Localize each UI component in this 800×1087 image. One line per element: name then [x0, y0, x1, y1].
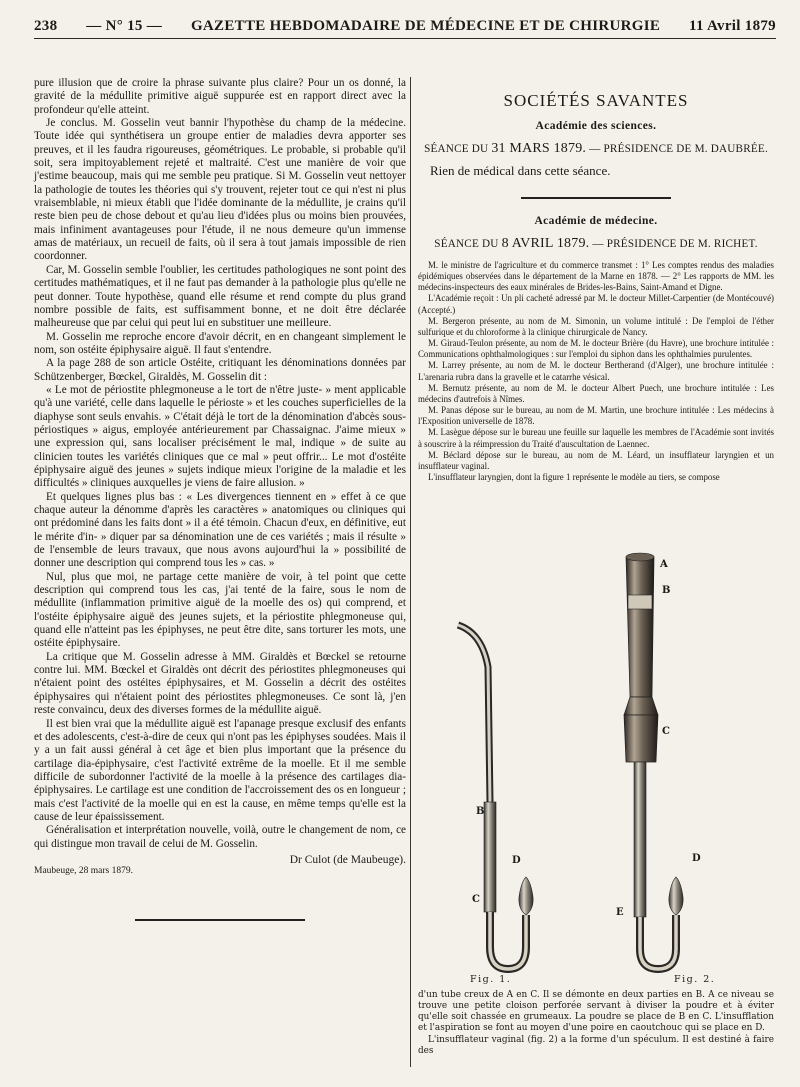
minutes-body	[418, 260, 774, 483]
end-rule	[135, 919, 305, 921]
fig1-label-d: D	[512, 855, 521, 866]
seance-text: Rien de médical dans cette séance.	[430, 163, 611, 178]
seance-prefix: SÉANCE DU	[434, 238, 499, 250]
paragraph: Nul, plus que moi, ne partage cette manière de voir, à tel point que cette description qui comprend tous les cas, j'ai tenté de la faire, sous le nom de médullite (inflammation primitive aiguë de la moelle des os) qui comprend, et l'ostéite épiphysaire aiguë des jeunes sujets, et la périostite phlegmoneuse qui, quand elle n'atteint pas les épiphyses, ne peut être dite, sans torturer les mots, une ostéite épiphysaire.	[34, 570, 406, 650]
issue-date: 11 Avril 1879	[689, 17, 776, 34]
fig1-label-b: B	[476, 806, 485, 817]
seance-line	[418, 236, 774, 252]
paragraph: La critique que M. Gosselin adresse à MM. Giraldès et Bœckel se retourne contre lui. MM. Bœckel et Giraldès ont décrit des périostites phlegmoneuses qui n'étaient point des ostéites épiphysaires, et M. Gosselin a décrit des ostéites épiphysaires qui n'étaient point des périostites phlegmoneuses. Ce sont là, j'en reste convaincu, deux des diverses formes de la médullite aiguë.	[34, 650, 406, 717]
presidence: — PRÉSIDENCE DE M. DAUBRÉE.	[589, 143, 768, 155]
page-header	[34, 14, 776, 39]
figure-description	[418, 990, 774, 1057]
paragraph: Généralisation et interprétation nouvelle, voilà, outre le changement de nom, ce qui distingue mon travail de celui de M. Gosselin.	[34, 824, 406, 850]
minutes-paragraph: M. Panas dépose sur le bureau, au nom de M. Martin, une brochure intitulée : Les médecins à l'Exposition universelle de 1878.	[418, 405, 774, 427]
minutes-paragraph: M. Larrey présente, au nom de M. le docteur Bertherand (d'Alger), une brochure intitulée : L'arenaria rubra dans la gravelle et le catarrhe vésical.	[418, 360, 774, 382]
paragraph: Il est bien vrai que la médullite aiguë est l'apanage presque exclusif des enfants et des adolescents, c'est-à-dire de ceux qui n'ont pas les épiphyses soudées. Mais il y a un fait aussi général à cet âge et bien plus important que la présence du cartilage dia-épiphysaire, c'est l'activité extrême de la moelle. Et il me semble difficile de subordonner l'activité de la moelle à la présence des cartilages dia-épiphysaires. Le cartilage est une condition de l'accroissement des os en longueur ; mais c'est l'activité de la moelle qui en est la cause, en même temps qu'elle est la cause de leur épaississement.	[34, 717, 406, 823]
issue-number: — N° 15 —	[86, 17, 163, 34]
minutes-paragraph: M. Béclard dépose sur le bureau, au nom de M. Léard, un insufflateur laryngien et un insufflateur vaginal.	[418, 449, 774, 471]
minutes-paragraph: L'insufflateur laryngien, dont la figure 1 représente le modèle au tiers, se compose	[428, 471, 720, 482]
fig2-vaginal-insufflator	[624, 553, 683, 969]
paragraph: Je conclus. M. Gosselin veut bannir l'hypothèse du champ de la médecine. Toute idée qui synthétisera un groupe entier de maladies devra apporter ses preuves, et il les faudra rigoureuses, géométriques. Le probable, si probable qu'il soit, sera impitoyablement rejeté et maltraité. C'est une manière de voir que j'estime beaucoup, mais qui me semble peu pratique. Si M. Gosselin veut nettoyer la pathologie de toutes les théories qui s'y trouvent, rejeter tout ce qui n'est ni plus vraisemblable, ni mieux établi que l'idée dominante de la médullite, je crains qu'il reste bien peu de chose debout et qu'au lieu d'idées plus ou moins bien prouvées, mais infiniment avantageuses pour l'étude, il ne nous demeure qu'un immense amas de matériaux, un recueil de faits, où il sera à tout jamais impossible de rien coordonner.	[34, 117, 406, 263]
fig1-label-c: C	[472, 894, 480, 905]
minutes-paragraph: M. le ministre de l'agriculture et du commerce transmet : 1° Les comptes rendus des maladies épidémiques observées dans le département de la Marne en 1878. — 2° Les rapports de MM. les médecins-inspecteurs des eaux minérales de Brides-les-Bains, Saint-Amand et Digne.	[418, 260, 774, 293]
fig2-label-c: C	[662, 726, 670, 737]
fig2-caption: Fig. 2.	[674, 974, 716, 985]
section-title: SOCIÉTÉS SAVANTES	[503, 91, 689, 110]
minutes-paragraph: M. Lasègue dépose sur le bureau une feuille sur laquelle les membres de l'Académie sont invités à souscrire à la réimpression du Traité d'auscultation de Laennec.	[418, 427, 774, 449]
fig1-caption: Fig. 1.	[470, 974, 512, 985]
minutes-paragraph: L'Académie reçoit : Un pli cacheté adressé par M. le docteur Millet-Carpentier (de Montécouvé) (Accepté.)	[418, 293, 774, 315]
column-divider	[410, 77, 411, 1067]
paragraph: M. Gosselin me reproche encore d'avoir décrit, en en changeant simplement le nom, son ostéite épiphysaire aiguë. Il faut s'entendre.	[34, 330, 406, 356]
place-date: Maubeuge, 28 mars 1879.	[34, 866, 133, 877]
minutes-paragraph: M. Giraud-Teulon présente, au nom de M. le docteur Brière (du Havre), une brochure intitulée : Communications ophthalmologiques : sur l'emploi du siphon dans les ophthalmies purulentes.	[418, 338, 774, 360]
figure-area	[418, 537, 774, 985]
right-column	[418, 77, 774, 483]
fig2-label-e: E	[616, 907, 624, 918]
journal-title: GAZETTE HEBDOMADAIRE DE MÉDECINE ET DE CHIRURGIE	[190, 17, 661, 34]
paragraph: Car, M. Gosselin semble l'oublier, les certitudes pathologiques ne sont point des certitudes mathématiques, et il ne faut pas demander à la pathologie plus qu'elle ne peut donner. Toute hypothèse, quand elle résume et rend compte du plus grand nombre possible de faits, est suffisamment bonne, et ne doit être déclarée malheureuse que par celui qui peut lui en substituer une meilleure.	[34, 263, 406, 330]
section-rule	[521, 197, 671, 199]
author-signature: Dr Culot (de Maubeuge).	[289, 853, 406, 866]
academie-medecine-title: Académie de médecine.	[534, 215, 658, 227]
paragraph: pure illusion que de croire la phrase suivante plus claire? Pour un os donné, la gravité de la médullite primitive aiguë suppurée est en rapport direct avec la profondeur qu'elle atteint.	[34, 77, 406, 116]
seance-line	[418, 141, 774, 157]
fig2-label-b: B	[662, 585, 671, 596]
page-number: 238	[34, 17, 58, 34]
fig2-label-a: A	[660, 559, 668, 570]
seance-prefix: SÉANCE DU	[424, 143, 489, 155]
fig1-laryngeal-insufflator	[458, 625, 533, 969]
quotation: Et quelques lignes plus bas : « Les divergences tiennent en » effet à ce que chaque auteur la dénomme d'après les caractères » anatomiques ou cliniques qui ont prédominé dans les faits dont » il a été témoin. Chacun d'eux, en définitive, eut le mérite d'in- » diquer par sa dénomination une de ces variétés ; mais il résulte » de l'ensemble de leurs travaux, que nous avons aujourd'hui la » possibilité de donner une description qui comprend tous les » cas. »	[34, 490, 406, 570]
paragraph: A la page 288 de son article Ostéite, critiquant les dénominations données par Schützenberger, Bœckel, Giraldès, M. Gosselin dit :	[34, 357, 406, 383]
left-column	[34, 77, 406, 921]
academie-sciences-title: Académie des sciences.	[535, 120, 657, 132]
fig2-label-d: D	[692, 853, 701, 864]
minutes-paragraph: M. Bernutz présente, au nom de M. le docteur Albert Puech, une brochure intitulée : Les médecins d'autrefois à Nîmes.	[418, 382, 774, 404]
insufflator-illustration	[418, 537, 774, 982]
minutes-paragraph: M. Bergeron présente, au nom de M. Simonin, un volume intitulé : De l'emploi de l'éther sulfurique et du chloroforme à la clinique chirurgicale de Nancy.	[418, 315, 774, 337]
presidence: — PRÉSIDENCE DE M. RICHET.	[592, 238, 758, 250]
quotation: « Le mot de périostite phlegmoneuse a le tort de n'être juste- » ment applicable qu'à une variété, celle dans laquelle le périoste » et les couches superficielles de la diaphyse sont seuls envahis. » C'était déjà le tort de la dénomination d'abcès sous-périostiques » aigus, employée antérieurement par Chassaignac. J'aime mieux » une expression qui, sans localiser précisément le mal, indique » de suite au clinicien toutes les variétés cliniques que ce mal » peut offrir... Le mot d'ostéite épiphysaire aiguë des jeunes » sujets indique mieux l'origine de la maladie et les difficultés » cliniques auxquelles je viens de faire allusion. »	[34, 383, 406, 490]
description-paragraph: d'un tube creux de A en C. Il se démonte en deux parties en B. A ce niveau se trouve une petite cloison perforée servant à diviser la poudre et à éviter qu'elle soit chassée en grumeaux. La poudre se place de B en C. L'insufflation et l'aspiration se font au moyen d'une poire en caoutchouc qui se place en D.	[418, 990, 774, 1034]
seance-date: 31 MARS 1879.	[491, 141, 587, 156]
seance-date: 8 AVRIL 1879.	[501, 236, 590, 251]
description-paragraph: L'insufflateur vaginal (fig. 2) a la forme d'un spéculum. Il est destiné à faire des	[418, 1034, 774, 1056]
